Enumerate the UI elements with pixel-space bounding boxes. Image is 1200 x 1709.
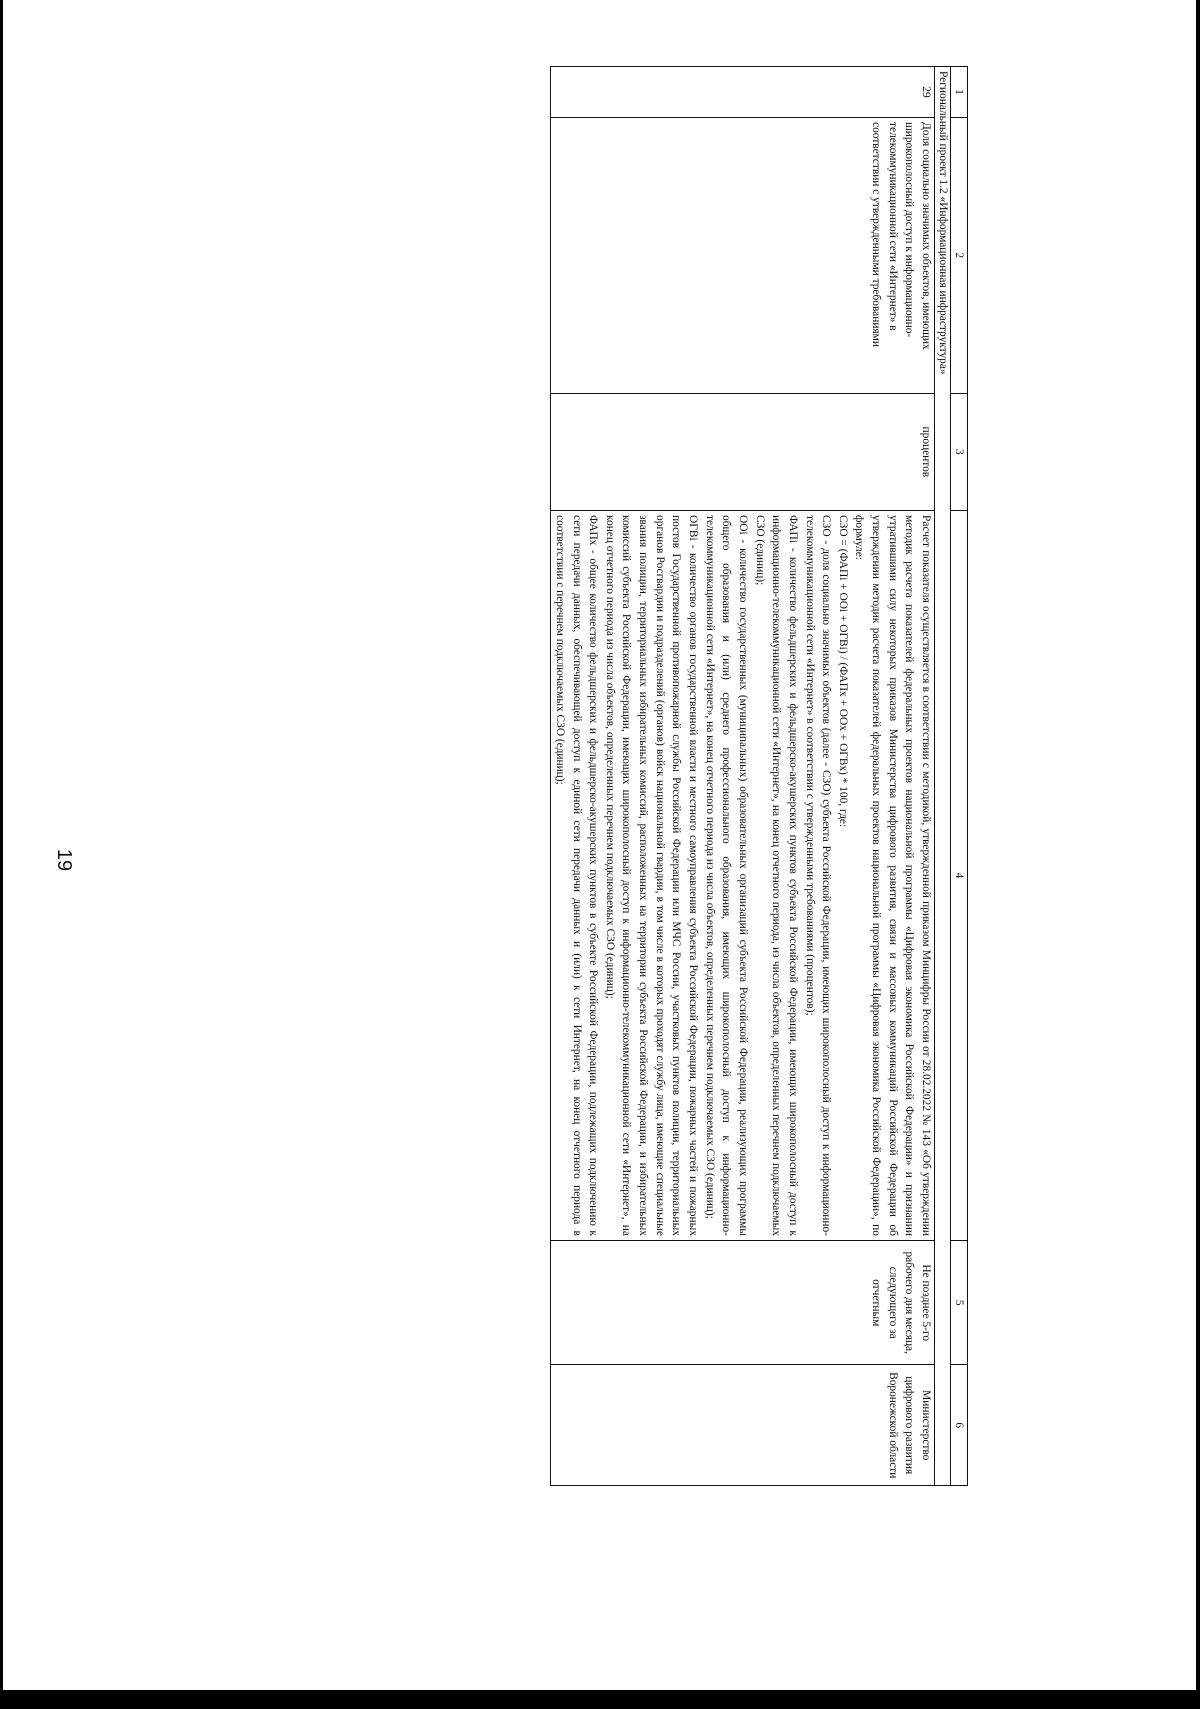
method-paragraph: СЗО - доля социально значимых объектов (далее - СЗО) субъекта Российской Федерации, имеющих широкополосный доступ к информационно-телекоммуникационной сети «Интернет» в соответствии с утвержденными требованиями (процентов); xyxy=(803,515,833,1236)
deadline: Не позднее 5-го рабочего дня месяца, следующего за отчетным xyxy=(551,1240,935,1365)
section-title: Региональный проект 1.2 «Информационная инфраструктура» xyxy=(935,67,951,1486)
header-col-4: 4 xyxy=(951,511,968,1241)
calculation-method xyxy=(551,511,935,1241)
section-row xyxy=(935,67,951,1486)
header-col-1: 1 xyxy=(951,67,968,118)
method-paragraph: ОГВi - количество органов государственной власти и местного самоуправления субъекта Российской Федерации, пожарных частей и пожарных постов Государственной противопожарной службы Российской Федерации или МЧС России, участковых пунктов полиции, территориальных органов Росгвардии и подразделений (органов) войск национальной гвардии, в том числе в которых проходят службу лица, имеющие специальные звания полиции, территориальных избирательных комиссий, расположенных на территории субъекта Российской Федерации, и избирательных комиссий субъекта Российской Федерации, имеющих широкополосный доступ к информационно-телекоммуникационной сети «Интернет», на конец отчетного периода из числа объектов, определенных перечнем подключаемых СЗО (единиц); xyxy=(603,515,700,1236)
page-number: 19 xyxy=(53,848,75,872)
method-paragraph: ООi - количество государственных (муниципальных) образовательных организаций субъекта Российской Федерации, реализующих программы общего образования и (или) среднего профессионального образования, имеющих широкополосный доступ к информационно-телекоммуникационной сети «Интернет», на конец отчетного периода из числа объектов, определенных перечнем подключаемых СЗО (единиц); xyxy=(703,515,749,1236)
rotated-table-container xyxy=(178,66,968,1486)
header-col-6: 6 xyxy=(951,1365,968,1486)
table-row xyxy=(551,67,935,1486)
header-col-5: 5 xyxy=(951,1240,968,1365)
row-number: 29 xyxy=(551,67,935,118)
table-header-row xyxy=(951,67,968,1486)
responsible-body: Министерство цифрового развития Воронежской области xyxy=(551,1365,935,1486)
indicators-table xyxy=(550,66,968,1486)
method-formula: СЗО = (ФАПi + ООi + ОГВi) / (ФАПх + ООх + ОГВх) * 100, где: xyxy=(836,515,849,828)
indicator-name: Доля социально значимых объектов, имеющих широкополосный доступ к информационно-телекоммуникационной сети «Интернет» в соответствии с утвержденными требованиями xyxy=(551,118,935,394)
rotated-table-area xyxy=(178,66,968,1486)
scan-edge-right xyxy=(1196,0,1200,1709)
header-col-2: 2 xyxy=(951,118,968,394)
method-paragraph: ФАПi - количество фельдшерских и фельдшерско-акушерских пунктов субъекта Российской Федерации, имеющих широкополосный доступ к информационно-телекоммуникационной сети «Интернет», на конец отчетного периода, из числа объектов, определенных перечнем подключаемых СЗО (единиц); xyxy=(753,515,799,1236)
unit-of-measure: процентов xyxy=(551,393,935,510)
method-paragraph: ФАПх - общее количество фельдшерских и фельдшерско-акушерских пунктов в субъекте Российской Федерации, подлежащих подключению к сети передачи данных, обеспечивающей доступ к единой сети передачи данных и (или) к сети Интернет, на конец отчетного периода в соответствии с перечнем подключаемых СЗО (единиц); xyxy=(553,515,600,1236)
scan-edge-bottom xyxy=(0,1690,1200,1709)
method-paragraph: Расчет показателя осуществляется в соответствии с методикой, утвержденной приказом Минцифры России от 28.02.2022 № 143 «Об утверждении методик расчета показателей федеральных проектов национальной программы «Цифровая экономика Российской Федерации» и признании утратившими силу некоторых приказов Министерства цифрового развития, связи и массовых коммуникаций Российской Федерации об утверждении методик расчета показателей федеральных проектов национальной программы «Цифровая экономика Российской Федерации», по формуле: xyxy=(853,515,932,1236)
header-col-3: 3 xyxy=(951,393,968,510)
scan-edge-left xyxy=(0,0,3,1709)
